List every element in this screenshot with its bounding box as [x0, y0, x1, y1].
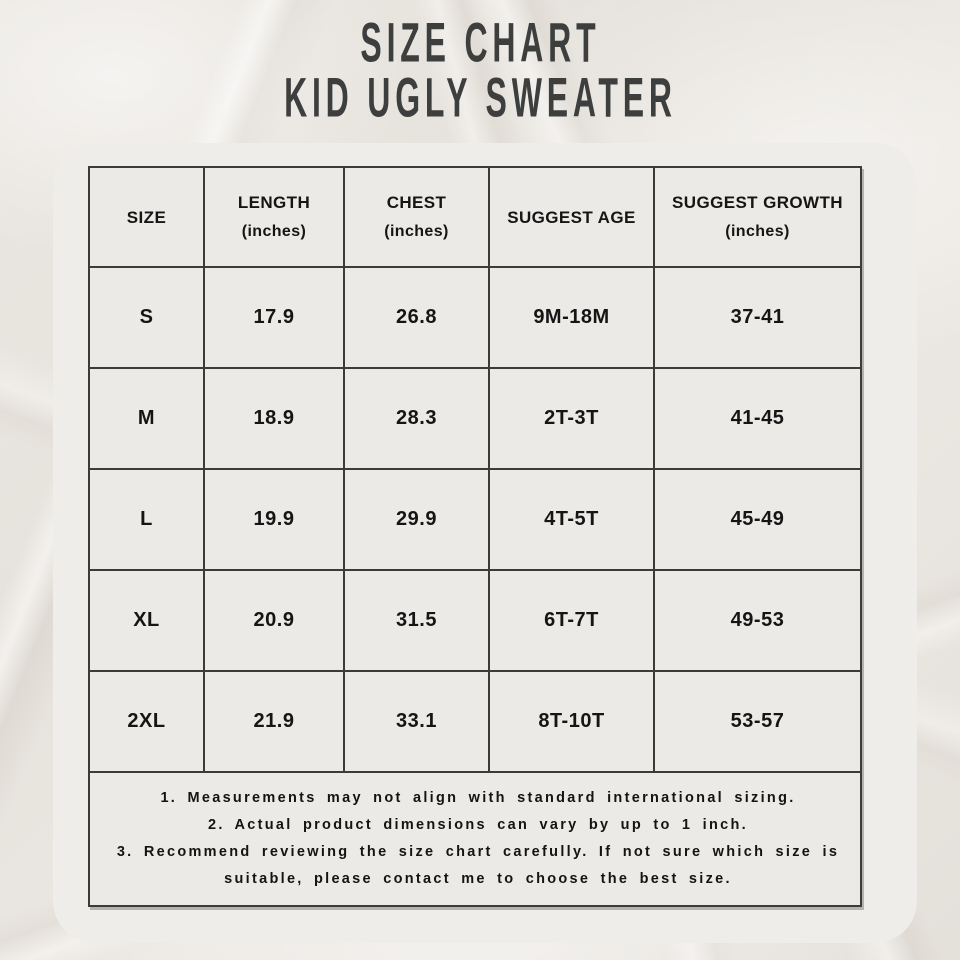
- column-header-suggest-age: [489, 167, 654, 267]
- table-row-l: [89, 469, 861, 570]
- column-label: LENGTH: [237, 193, 311, 212]
- cell-length: 20.9: [204, 570, 344, 671]
- cell-growth: 41-45: [654, 368, 861, 469]
- cell-growth: 49-53: [654, 570, 861, 671]
- column-header-suggest-growth: [654, 167, 861, 267]
- cell-size: XL: [89, 570, 204, 671]
- cell-size: M: [89, 368, 204, 469]
- column-label: SUGGEST AGE: [507, 207, 636, 227]
- notes-cell: [89, 772, 861, 906]
- page-title: [0, 13, 960, 130]
- column-label: SUGGEST GROWTH: [672, 193, 843, 212]
- column-unit: (inches): [384, 223, 449, 240]
- cell-chest: 28.3: [344, 368, 489, 469]
- column-label: SIZE: [126, 207, 167, 227]
- cell-length: 19.9: [204, 469, 344, 570]
- cell-age: 9M-18M: [489, 267, 654, 368]
- table-row-2xl: [89, 671, 861, 772]
- cell-size: 2XL: [89, 671, 204, 772]
- cell-growth: 53-57: [654, 671, 861, 772]
- cell-length: 18.9: [204, 368, 344, 469]
- note-2: 2. Actual product dimensions can vary by up to 1 inch.: [208, 817, 748, 833]
- cell-length: 21.9: [204, 671, 344, 772]
- cell-chest: 33.1: [344, 671, 489, 772]
- table-row-m: [89, 368, 861, 469]
- cell-chest: 31.5: [344, 570, 489, 671]
- note-1: 1. Measurements may not align with standard international sizing.: [160, 790, 796, 806]
- title-text: [283, 13, 677, 130]
- cell-chest: 26.8: [344, 267, 489, 368]
- size-chart-card: [53, 143, 917, 943]
- column-unit: (inches): [241, 223, 307, 240]
- cell-size: L: [89, 469, 204, 570]
- cell-chest: 29.9: [344, 469, 489, 570]
- column-unit: (inches): [725, 223, 790, 240]
- cell-growth: 45-49: [654, 469, 861, 570]
- cell-age: 8T-10T: [489, 671, 654, 772]
- title-line-1: SIZE CHART: [360, 13, 600, 74]
- cell-age: 4T-5T: [489, 469, 654, 570]
- cell-length: 17.9: [204, 267, 344, 368]
- column-header-length: [204, 167, 344, 267]
- table-header-row: [89, 167, 861, 267]
- table-row-xl: [89, 570, 861, 671]
- cell-age: 6T-7T: [489, 570, 654, 671]
- size-table: [88, 166, 862, 907]
- cell-growth: 37-41: [654, 267, 861, 368]
- column-header-size: [89, 167, 204, 267]
- table-row-s: [89, 267, 861, 368]
- title-line-2: KID UGLY SWEATER: [283, 68, 677, 130]
- column-header-chest: [344, 167, 489, 267]
- cell-size: S: [89, 267, 204, 368]
- note-3: 3. Recommend reviewing the size chart carefully. If not sure which size is suitable, please contact me to choose the best size.: [116, 844, 840, 887]
- column-label: CHEST: [386, 193, 447, 212]
- cell-age: 2T-3T: [489, 368, 654, 469]
- table-notes-row: [89, 772, 861, 906]
